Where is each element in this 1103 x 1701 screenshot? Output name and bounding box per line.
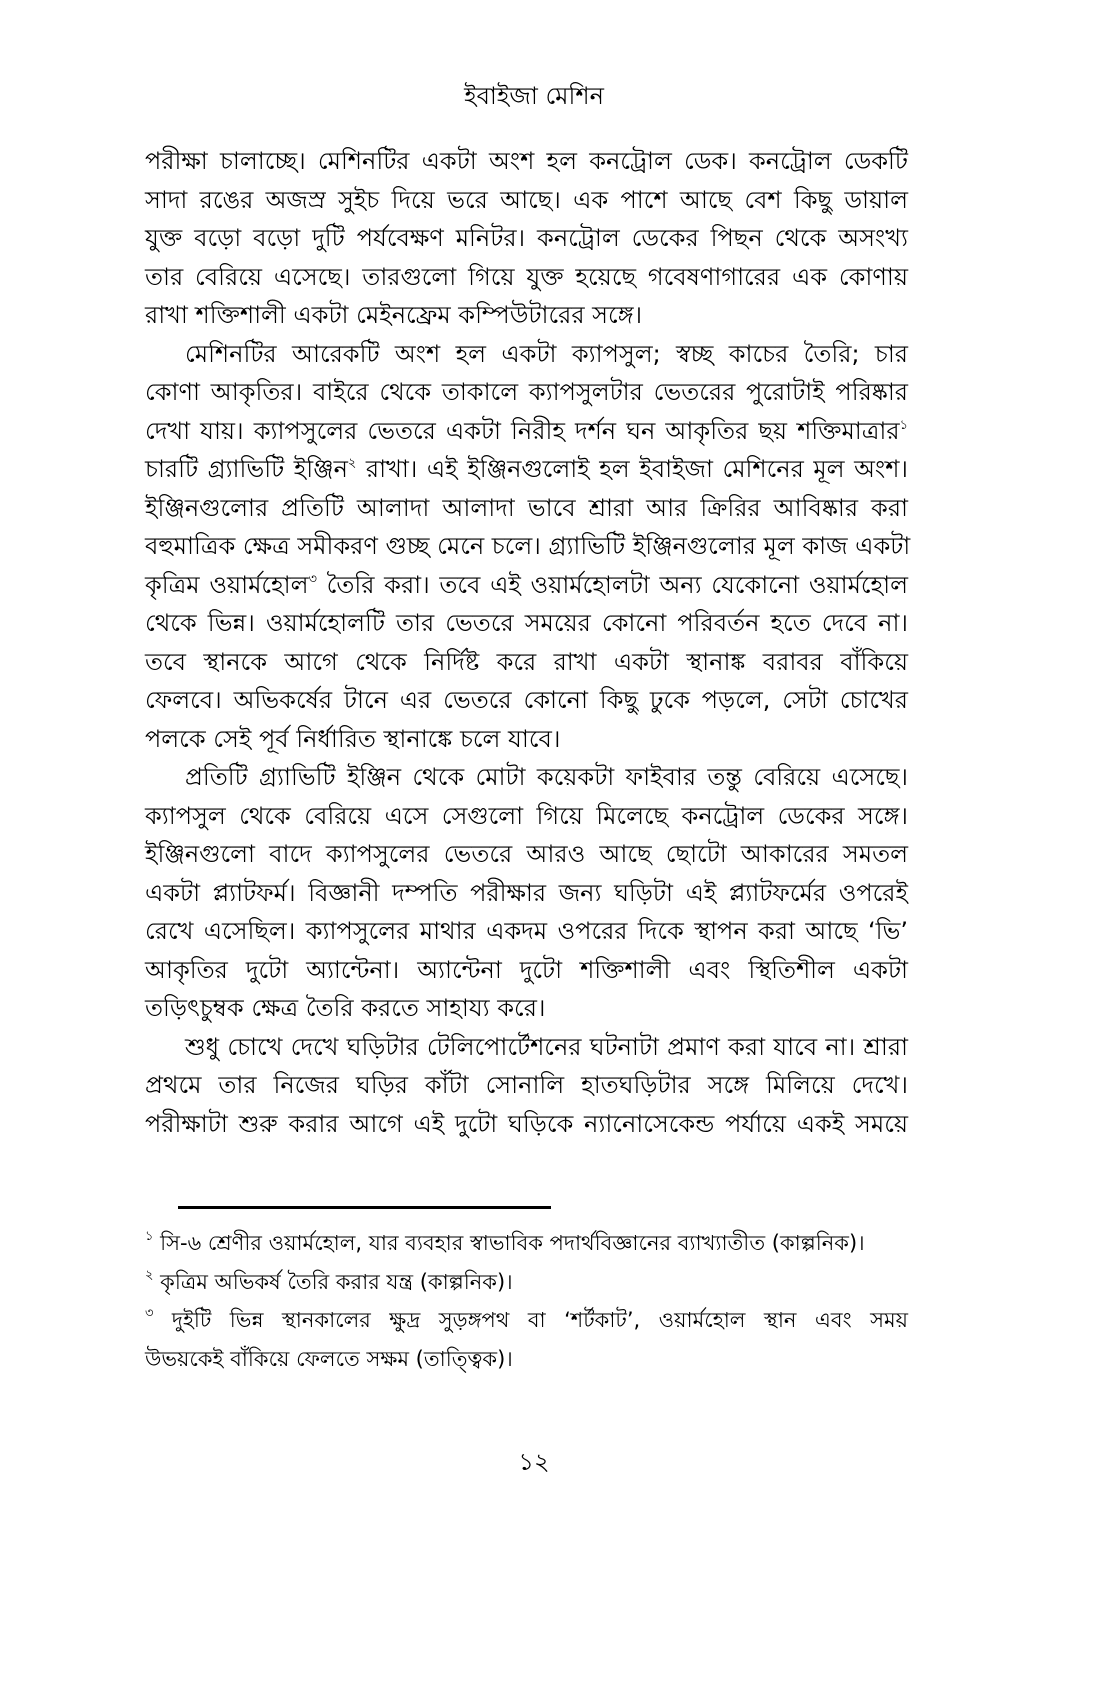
body-line: [145, 412, 908, 451]
body-line: [145, 720, 908, 759]
body-line: [145, 258, 908, 297]
body-line: [145, 1066, 908, 1105]
body-line: [145, 874, 908, 913]
text: যুক্ত বড়ো বড়ো দুটি পর্যবেক্ষণ মনিটর। কনট্রোল ডেকের পিছন থেকে অসংখ্য: [145, 224, 908, 252]
text: ফেলবে। অভিকর্ষের টানে এর ভেতরে কোনো কিছু ঢুকে পড়লে, সেটা চোখের: [145, 686, 908, 714]
text: রাখা শক্তিশালী একটা মেইনফ্রেম কম্পিউটারের সঙ্গে।: [145, 301, 643, 329]
text: কৃত্রিম অভিকর্ষ তৈরি করার যন্ত্র (কাল্পনিক)।: [153, 1269, 513, 1294]
text: রেখে এসেছিল। ক্যাপসুলের মাথার একদম ওপরের দিকে স্থাপন করা আছে ‘ভি’: [145, 917, 908, 945]
text: শুধু চোখে দেখে ঘড়িটার টেলিপোর্টেশনের ঘটনাটা প্রমাণ করা যাবে না। শ্রারা: [185, 1032, 908, 1061]
footnote-reference: ১: [899, 417, 908, 433]
body-line: [145, 604, 908, 643]
footnote-marker: ২: [145, 1267, 154, 1283]
text: একটা প্ল্যাটফর্ম। বিজ্ঞানী দম্পতি পরীক্ষার জন্য ঘড়িটা এই প্ল্যাটফর্মের ওপরেই: [145, 878, 908, 907]
text: পরীক্ষাটা শুরু করার আগে এই দুটো ঘড়িকে ন্যানোসেকেন্ড পর্যায়ে একই সময়ে: [145, 1109, 908, 1138]
body-line: [145, 1105, 908, 1144]
text: রাখা। এই ইঞ্জিনগুলোই হল ইবাইজা মেশিনের মূল অংশ।: [356, 455, 908, 483]
body-line: [145, 296, 908, 335]
text: তবে স্থানকে আগে থেকে নির্দিষ্ট করে রাখা একটা স্থানাঙ্ক বরাবর বাঁকিয়ে: [145, 647, 908, 676]
text: ক্যাপসুল থেকে বেরিয়ে এসে সেগুলো গিয়ে মিলেছে কনট্রোল ডেকের সঙ্গে।: [145, 801, 908, 830]
footnote-marker: ১: [145, 1229, 154, 1244]
footnote-line: [145, 1223, 908, 1262]
text: ইঞ্জিনগুলো বাদে ক্যাপসুলের ভেতরে আরও আছে ছোটো আকারের সমতল: [145, 840, 908, 868]
text: প্রথমে তার নিজের ঘড়ির কাঁটা সোনালি হাতঘড়িটার সঙ্গে মিলিয়ে দেখে।: [145, 1071, 908, 1099]
body-line: [145, 335, 908, 374]
body-text: [145, 142, 911, 1143]
text: মেশিনটির আরেকটি অংশ হল একটা ক্যাপসুল; স্বচ্ছ কাচের তৈরি; চার: [185, 339, 908, 368]
footnote-divider: [178, 1206, 551, 1209]
footnote-marker: ৩: [145, 1306, 154, 1321]
body-line: [145, 373, 908, 412]
text: চারটি গ্র্যাভিটি ইঞ্জিন: [145, 455, 348, 483]
text: বহুমাত্রিক ক্ষেত্র সমীকরণ গুচ্ছ মেনে চলে। গ্র্যাভিটি ইঞ্জিনগুলোর মূল কাজ একটা: [145, 532, 911, 560]
footnote-line: [145, 1339, 908, 1378]
text: সাদা রঙের অজস্র সুইচ দিয়ে ভরে আছে। এক পাশে আছে বেশ কিছু ডায়াল: [145, 185, 908, 214]
body-line: [145, 758, 908, 797]
body-line: [145, 450, 908, 489]
text: কোণা আকৃতির। বাইরে থেকে তাকালে ক্যাপসুলটার ভেতরের পুরোটাই পরিষ্কার: [145, 378, 908, 406]
text: উভয়কেই বাঁকিয়ে ফেলতে সক্ষম (তাত্ত্বিক)।: [145, 1346, 513, 1371]
page-number: ১২: [518, 1448, 550, 1476]
body-line: [145, 1028, 908, 1067]
body-line: [145, 797, 908, 836]
body-line: [145, 142, 908, 181]
text: ইঞ্জিনগুলোর প্রতিটি আলাদা আলাদা ভাবে শ্রারা আর ক্রিরির আবিষ্কার করা: [145, 493, 908, 522]
text: সি-৬ শ্রেণীর ওয়ার্মহোল, যার ব্যবহার স্বাভাবিক পদার্থবিজ্ঞানের ব্যাখ্যাতীত (কাল্পনিক)।: [153, 1231, 865, 1255]
text: তৈরি করা। তবে এই ওয়ার্মহোলটা অন্য যেকোনো ওয়ার্মহোল: [316, 570, 908, 599]
body-line: [145, 951, 908, 990]
running-header: ইবাইজা মেশিন: [464, 82, 604, 110]
body-line: [145, 566, 908, 605]
text: তড়িৎচুম্বক ক্ষেত্র তৈরি করতে সাহায্য করে।: [145, 994, 546, 1022]
body-line: [145, 835, 908, 874]
text: দেখা যায়। ক্যাপসুলের ভেতরে একটা নিরীহ দর্শন ঘন আকৃতির ছয় শক্তিমাত্রার: [145, 416, 900, 445]
body-line: [145, 181, 908, 220]
footnote-line: [145, 1262, 908, 1301]
body-line: [145, 643, 908, 682]
text: কৃত্রিম ওয়ার্মহোল: [145, 570, 309, 599]
footnote-reference: ২: [347, 456, 357, 471]
footnotes: [145, 1223, 908, 1377]
text: পরীক্ষা চালাচ্ছে। মেশিনটির একটা অংশ হল কনট্রোল ডেক। কনট্রোল ডেকটি: [145, 147, 908, 175]
text: দুইটি ভিন্ন স্থানকালের ক্ষুদ্র সুড়ঙ্গপথ বা ‘শর্টকাট’, ওয়ার্মহোল স্থান এবং সময়: [153, 1308, 908, 1332]
body-line: [145, 681, 908, 720]
footnote-line: [145, 1300, 908, 1339]
text: থেকে ভিন্ন। ওয়ার্মহোলটি তার ভেতরে সময়ের কোনো পরিবর্তন হতে দেবে না।: [145, 609, 908, 637]
text: আকৃতির দুটো অ্যান্টেনা। অ্যান্টেনা দুটো শক্তিশালী এবং স্থিতিশীল একটা: [145, 955, 908, 984]
text: পলকে সেই পূর্ব নির্ধারিত স্থানাঙ্কে চলে যাবে।: [145, 724, 561, 753]
footnote-reference: ৩: [308, 571, 317, 587]
body-line: [145, 527, 911, 566]
body-line: [145, 989, 908, 1028]
body-line: [145, 912, 908, 951]
body-line: [145, 489, 908, 528]
body-line: [145, 219, 908, 258]
text: প্রতিটি গ্র্যাভিটি ইঞ্জিন থেকে মোটা কয়েকটা ফাইবার তন্তু বেরিয়ে এসেছে।: [185, 763, 908, 791]
text: তার বেরিয়ে এসেছে। তারগুলো গিয়ে যুক্ত হয়েছে গবেষণাগারের এক কোণায়: [145, 262, 908, 291]
